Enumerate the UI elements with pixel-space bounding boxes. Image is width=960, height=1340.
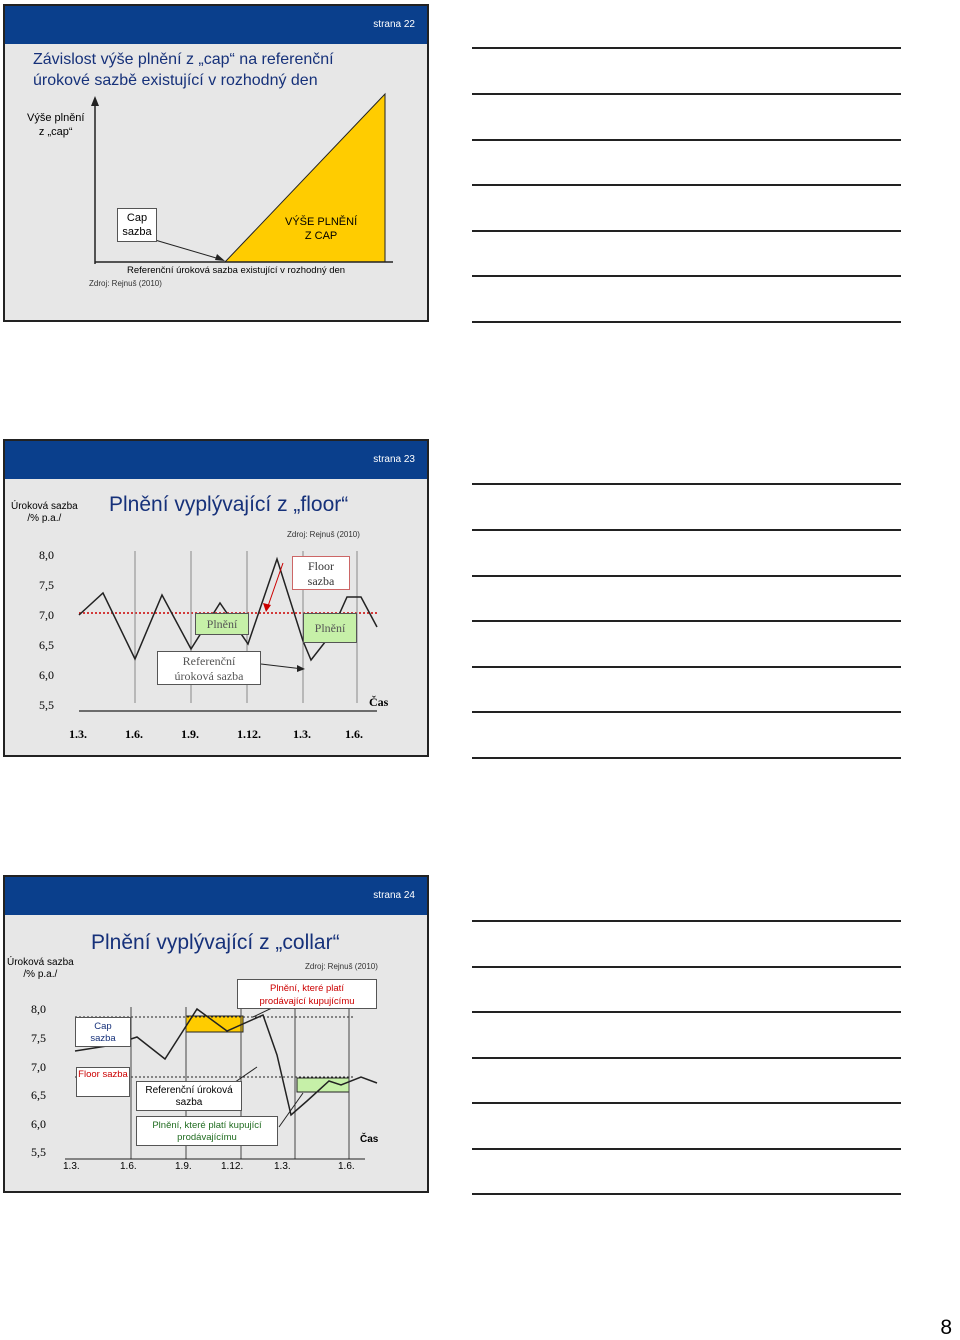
x-tick-label: 1.12. xyxy=(221,1161,244,1172)
floor-rate-label: Floor sazba xyxy=(292,556,350,590)
reference-rate-label: Referenční úroková sazba xyxy=(136,1081,242,1111)
floor-pointer xyxy=(267,563,283,609)
y-tick-label: 7,0 xyxy=(39,608,54,622)
payout-label: Plnění xyxy=(303,613,357,643)
x-tick-label: 1.9. xyxy=(181,727,199,741)
y-tick-label: 6,0 xyxy=(39,668,54,682)
x-tick-label: 1.6. xyxy=(120,1161,137,1172)
y-tick-label: 6,0 xyxy=(31,1117,46,1131)
note-line xyxy=(472,321,901,323)
y-tick-label: 6,5 xyxy=(31,1088,46,1102)
y-tick-label: 5,5 xyxy=(39,698,54,712)
ref-pointer-arrow xyxy=(297,665,305,672)
time-axis-label: Čas xyxy=(369,695,389,709)
page-number: 8 xyxy=(940,1316,952,1339)
note-line xyxy=(472,1148,901,1150)
cap-pointer-arrow xyxy=(215,254,225,261)
note-line xyxy=(472,711,901,713)
slide-title: Plnění vyplývající z „floor“ xyxy=(109,493,349,516)
note-line xyxy=(472,757,901,759)
page-label: strana 23 xyxy=(373,454,415,465)
note-line xyxy=(472,184,901,186)
note-line xyxy=(472,575,901,577)
x-tick-label: 1.6. xyxy=(125,727,143,741)
time-axis-label: Čas xyxy=(360,1134,379,1145)
source-note: Zdroj: Rejnuš (2010) xyxy=(287,530,360,539)
x-tick-label: 1.3. xyxy=(293,727,311,741)
x-tick-label: 1.3. xyxy=(69,727,87,741)
note-line xyxy=(472,620,901,622)
floor-chart xyxy=(5,441,429,757)
slide-24 xyxy=(3,875,429,1193)
slide-23 xyxy=(3,439,429,757)
x-tick-label: 1.12. xyxy=(237,727,261,741)
note-line xyxy=(472,1057,901,1059)
floor-rate-label: Floor sazba xyxy=(76,1067,130,1097)
note-line xyxy=(472,529,901,531)
page-label: strana 22 xyxy=(373,19,415,30)
x-tick-label: 1.9. xyxy=(175,1161,192,1172)
x-tick-label: 1.6. xyxy=(338,1161,355,1172)
y-axis-arrow xyxy=(91,96,99,106)
note-line xyxy=(472,275,901,277)
note-line xyxy=(472,966,901,968)
note-line xyxy=(472,483,901,485)
page-label: strana 24 xyxy=(373,890,415,901)
source-note: Zdroj: Rejnuš (2010) xyxy=(89,279,162,288)
note-line xyxy=(472,920,901,922)
buyer-payout-label: Plnění, které platí kupující prodávajícímu xyxy=(136,1116,278,1146)
slide-22 xyxy=(3,4,429,322)
slide-title: Závislost výše plnění z „cap“ na referenční úrokové sazbě existující v rozhodný den xyxy=(33,51,334,89)
y-tick-label: 7,0 xyxy=(31,1060,46,1074)
payout-label: Plnění xyxy=(195,613,249,635)
x-tick-label: 1.3. xyxy=(274,1161,291,1172)
note-line xyxy=(472,93,901,95)
payout-label: VÝŠE PLNĚNÍ Z CAP xyxy=(285,216,358,242)
cap-rate-label: Cap sazba xyxy=(75,1017,131,1047)
note-line xyxy=(472,47,901,49)
y-tick-label: 7,5 xyxy=(39,578,54,592)
y-axis-label: Výše plnění z „cap“ xyxy=(27,112,85,138)
seller-payout-label: Plnění, které platí prodávající kupujícímu xyxy=(237,979,377,1009)
note-line xyxy=(472,1011,901,1013)
x-axis-label: Referenční úroková sazba existující v rozhodný den xyxy=(127,265,346,276)
note-line xyxy=(472,139,901,141)
note-line xyxy=(472,230,901,232)
source-note: Zdroj: Rejnuš (2010) xyxy=(305,962,378,971)
slide-title: Plnění vyplývající z „collar“ xyxy=(91,931,340,954)
cap-rate-label: Cap sazba xyxy=(117,208,157,242)
y-tick-label: 8,0 xyxy=(31,1002,46,1016)
reference-rate-label: Referenční úroková sazba xyxy=(157,651,261,685)
x-tick-label: 1.3. xyxy=(63,1161,80,1172)
seller-payout-area xyxy=(186,1016,243,1032)
note-line xyxy=(472,1193,901,1195)
ref-pointer xyxy=(261,664,303,669)
y-tick-label: 8,0 xyxy=(39,548,54,562)
note-line xyxy=(472,1102,901,1104)
y-tick-label: 7,5 xyxy=(31,1031,46,1045)
cap-pointer xyxy=(155,240,223,260)
buyer-pointer xyxy=(279,1093,303,1127)
note-line xyxy=(472,666,901,668)
floor-pointer-arrow xyxy=(263,603,271,612)
y-tick-label: 6,5 xyxy=(39,638,54,652)
y-axis-label: Úroková sazba /% p.a./ xyxy=(11,501,78,524)
y-axis-label: Úroková sazba /% p.a./ xyxy=(7,957,74,980)
y-tick-label: 5,5 xyxy=(31,1145,46,1159)
x-tick-label: 1.6. xyxy=(345,727,363,741)
